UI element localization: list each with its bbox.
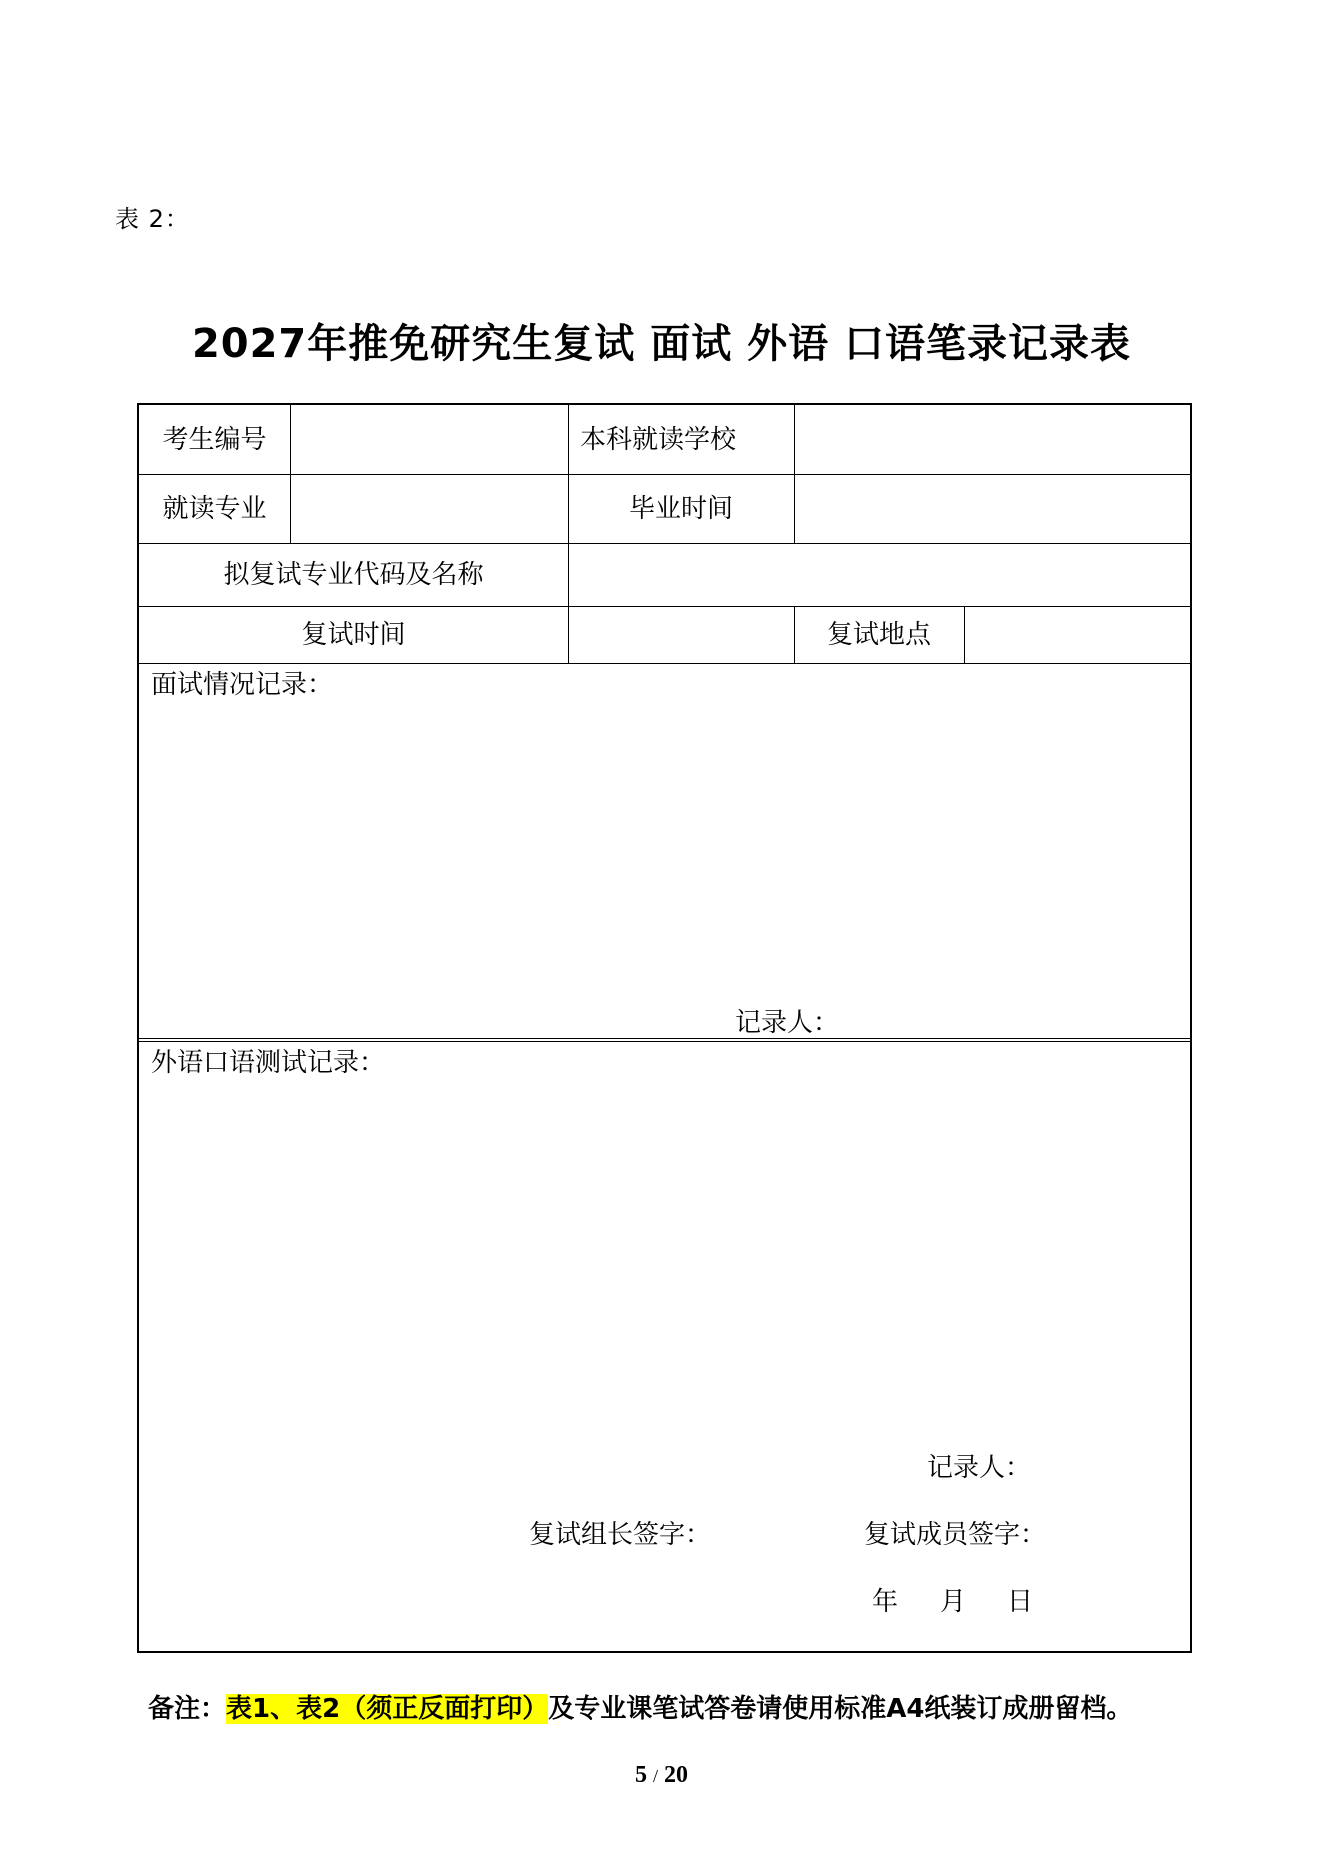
document-title: 2027年推免研究生复试 面试 外语 口语笔录记录表	[191, 321, 1132, 367]
date-day-label: 日	[1007, 1587, 1034, 1617]
interview-recorder-label: 记录人：	[735, 1008, 840, 1038]
oral-test-record-label: 外语口语测试记录：	[151, 1048, 386, 1078]
member-signature-label: 复试成员签字：	[864, 1520, 1047, 1550]
row-divider	[139, 474, 1190, 475]
date-month-label: 月	[940, 1587, 967, 1617]
retest-major-label: 拟复试专业代码及名称	[223, 560, 484, 590]
retest-time-label: 复试时间	[301, 620, 406, 650]
row-divider	[139, 543, 1190, 544]
leader-signature-label: 复试组长签字：	[529, 1520, 712, 1550]
row-divider	[139, 663, 1190, 664]
graduation-time-label: 毕业时间	[628, 494, 733, 524]
retest-location-label: 复试地点	[826, 620, 931, 650]
interview-record-label: 面试情况记录：	[151, 670, 334, 700]
page-separator: /	[652, 1766, 658, 1786]
oral-recorder-label: 记录人：	[927, 1453, 1032, 1483]
major-label: 就读专业	[162, 494, 267, 524]
remark-suffix: 及专业课笔试答卷请使用标准A4纸装订成册留档。	[548, 1694, 1133, 1724]
record-form	[137, 403, 1192, 1653]
col-divider	[794, 405, 795, 543]
remark-highlight: 表1、表2（须正反面打印）	[226, 1694, 549, 1724]
page-number	[0, 1762, 1323, 1789]
col-divider	[290, 405, 291, 543]
remark-note	[148, 1688, 1132, 1725]
page-total: 20	[664, 1762, 688, 1788]
col-divider	[568, 405, 569, 663]
col-divider	[964, 606, 965, 663]
undergrad-school-label: 本科就读学校	[580, 425, 737, 455]
row-divider	[139, 606, 1190, 607]
remark-prefix: 备注：	[148, 1694, 227, 1724]
section-double-divider	[139, 1038, 1190, 1042]
date-year-label: 年	[872, 1587, 899, 1617]
candidate-id-label: 考生编号	[162, 425, 267, 455]
page-current: 5	[634, 1762, 647, 1788]
table-label: 表 2：	[115, 205, 190, 233]
